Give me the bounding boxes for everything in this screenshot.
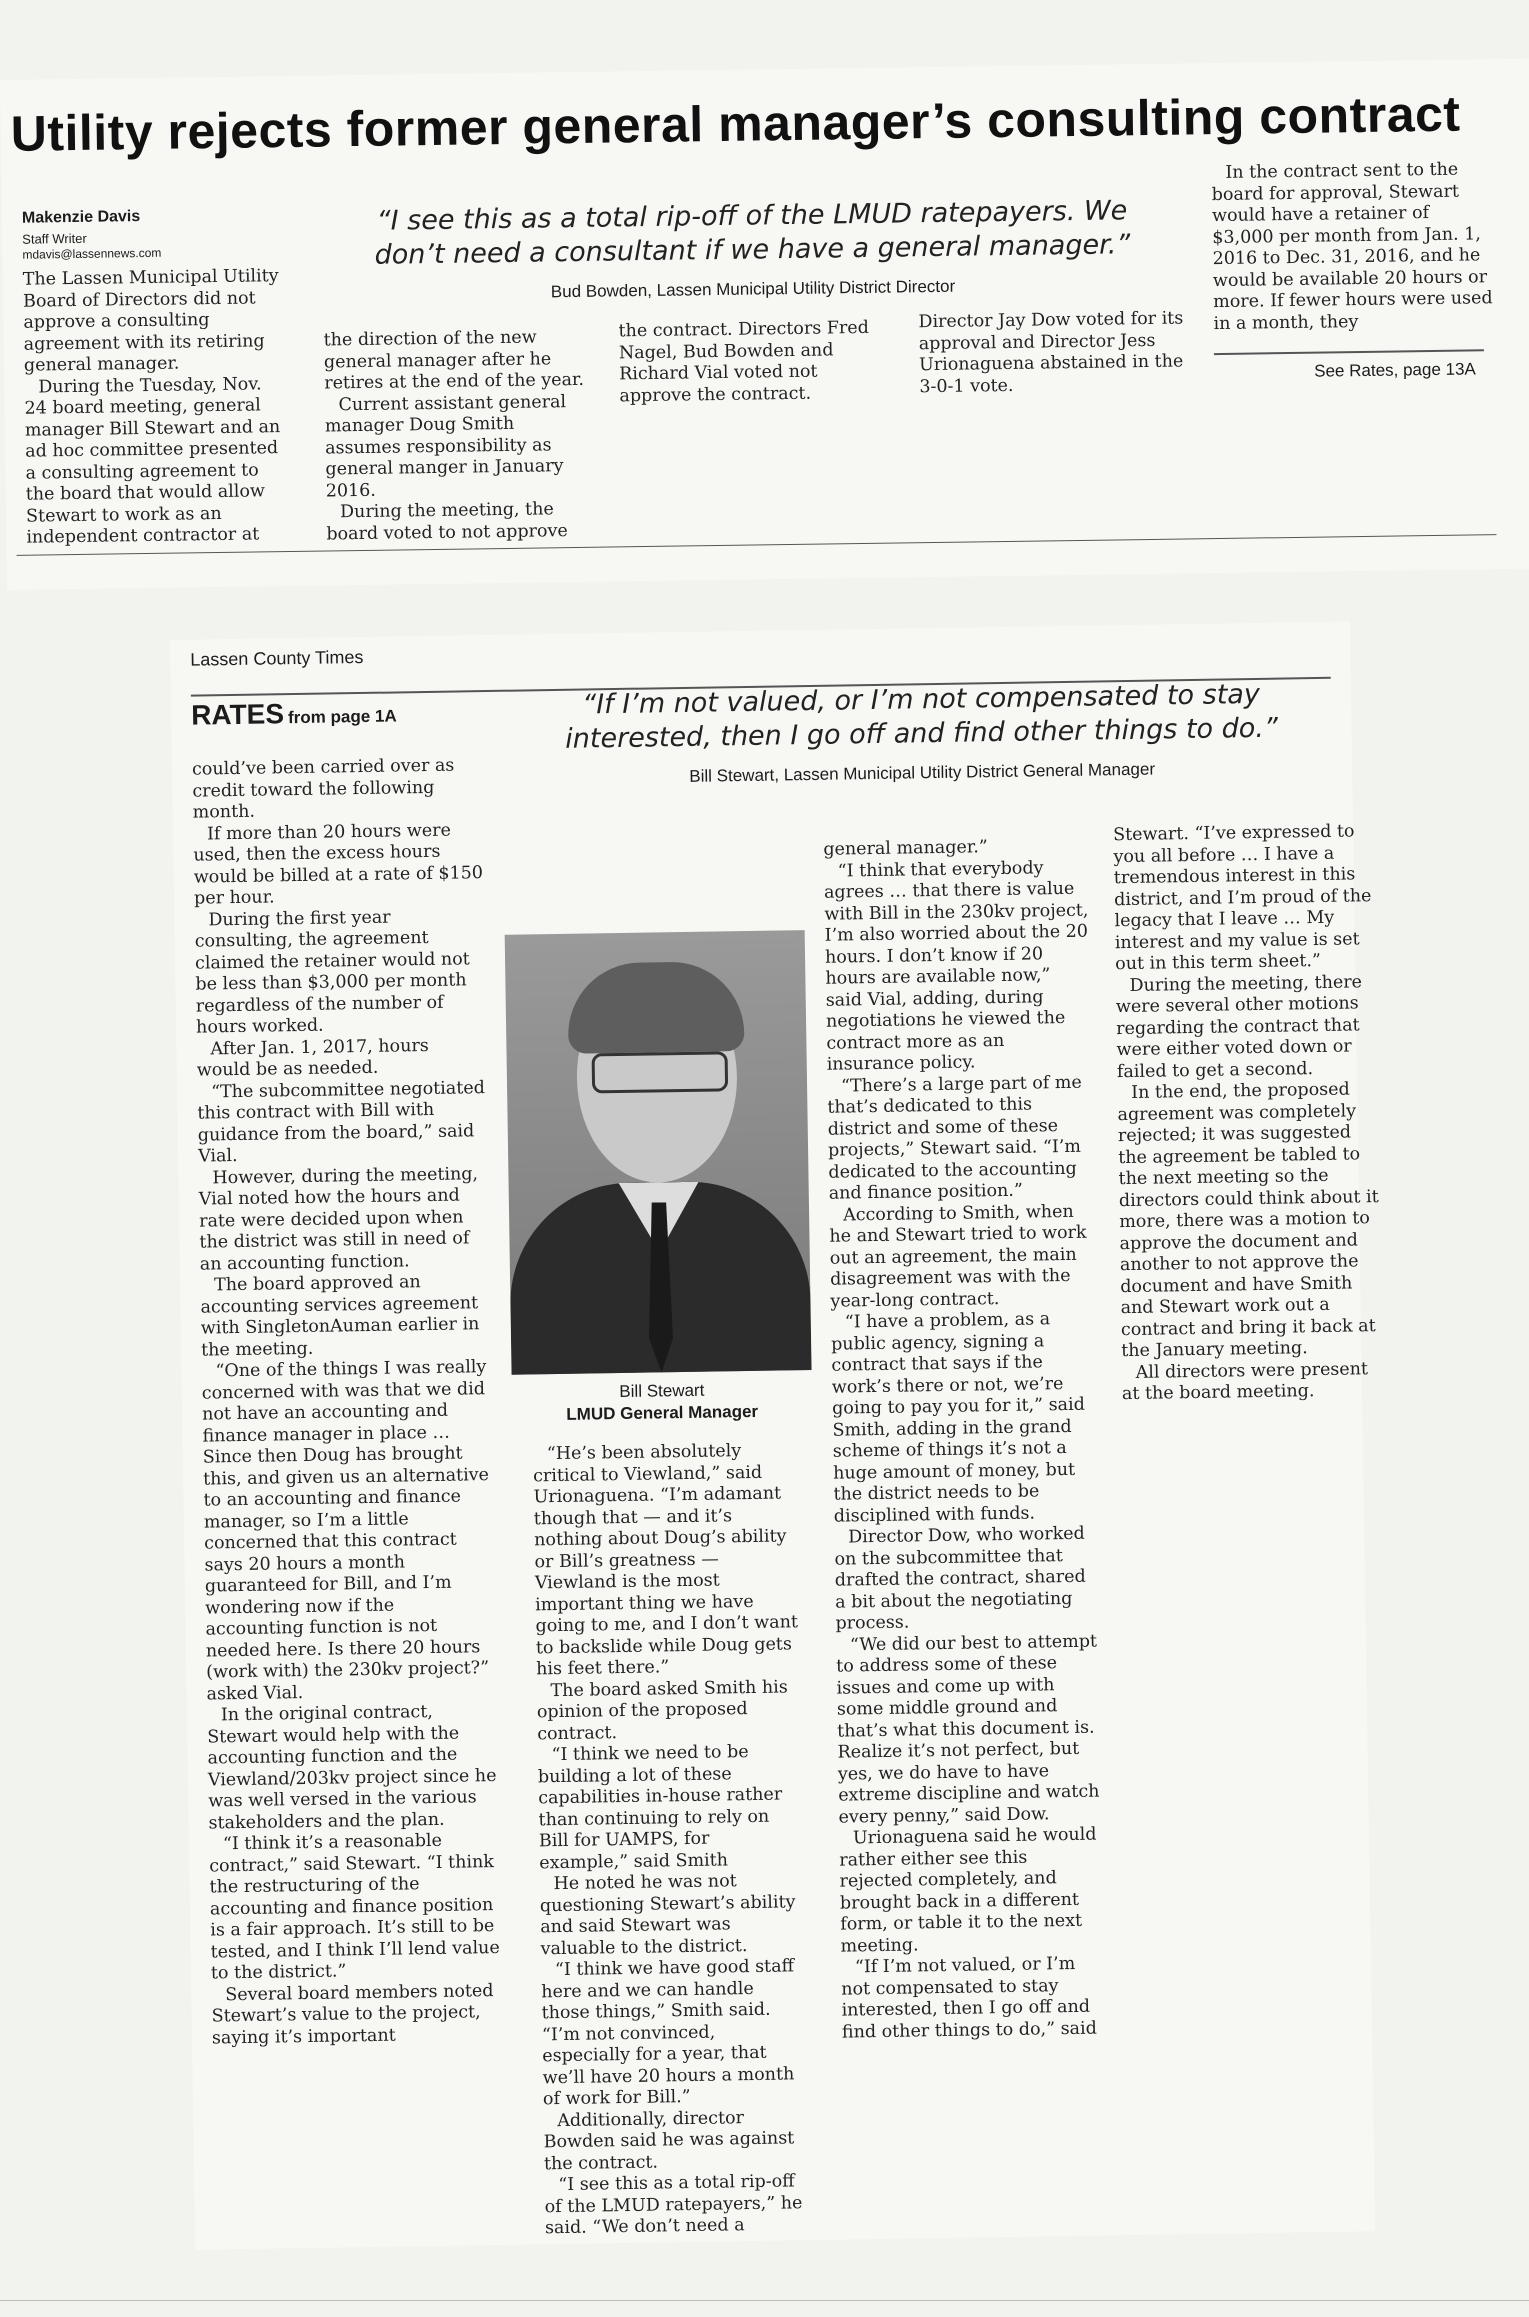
paragraph: Stewart. “I’ve expressed to you all before … I have a tremendous interest in this district, and I’m proud of the legacy that I leave … My interest and my value is set out in this term sheet.”	[1113, 821, 1372, 975]
paragraph: Director Dow, who worked on the subcommittee that drafted the contract, shared a bit about the negotiating process.	[834, 1523, 1086, 1634]
paragraph: “I have a problem, as a public agency, signing a contract that says if the work’s there or not, we’re going to pay you for it,” said Smith, adding in the grand scheme of things it’s not a huge amount of money, but the district needs to be disciplined with funds.	[830, 1309, 1085, 1527]
front-column-1	[23, 266, 287, 549]
paragraph: “If I’m not valued, or I’m not compensated to stay interested, then I go off and find other things to do,” said	[841, 1953, 1097, 2043]
front-column-5	[1211, 159, 1493, 335]
paragraph: the direction of the new general manager after he retires at the end of the year.	[323, 327, 585, 394]
paragraph: general manager.”	[823, 837, 988, 860]
paragraph: could’ve been carried over as credit toward the following month.	[191, 755, 455, 823]
jump-label-from: from page 1A	[287, 706, 397, 728]
paragraph: According to Smith, when he and Stewart tried to work out an agreement, the main disagreement was with the year-long contract.	[829, 1201, 1087, 1312]
caption-title: LMUD General Manager	[566, 1401, 759, 1424]
paragraph: The board approved an accounting services agreement with SingletonAuman earlier in the meeting.	[200, 1272, 480, 1361]
paragraph: “I think we need to be building a lot of these capabilities in-house rather than continuing to rely on Bill for UAMPS, for example,” said Smith	[537, 1742, 783, 1873]
paragraph: “There’s a large part of me that’s dedicated to this district and some of these projects,” Stewart said. “I’m dedicated to the accounting and finance position.”	[827, 1072, 1082, 1204]
pull-quote: “I see this as a total rip-off of the LMUD ratepayers. We don’t need a consultant if we have a general manager.”	[374, 195, 1131, 271]
caption-name: Bill Stewart	[619, 1380, 705, 1402]
pull-quote: “If I’m not valued, or I’m not compensated to stay interested, then I go off and find other things to do.”	[565, 678, 1279, 755]
paragraph: If more than 20 hours were used, then the excess hours would be billed at a rate of $150 per hour.	[193, 820, 484, 909]
paragraph: the contract. Directors Fred Nagel, Bud Bowden and Richard Vial voted not approve the contract.	[618, 317, 870, 406]
paragraph: “I think that everybody agrees … that there is value with Bill in the 230kv project, I’m also worried about the 20 hours. I don’t know if 20 hours are available now,” said Vial, adding, during negotiations he viewed the contract more as an insurance policy.	[823, 857, 1089, 1075]
photo-glasses	[592, 1051, 729, 1093]
paragraph: “I think we have good staff here and we can handle those things,” Smith said. “I’m not convinced, especially for a year, that we’ll have 20 hours a month of work for Bill.”	[541, 1956, 795, 2110]
jump-column-3	[823, 836, 1107, 2044]
portrait-photo	[505, 930, 812, 1375]
paragraph: After Jan. 1, 2017, hours would be as needed.	[196, 1035, 429, 1081]
continuation-clipping	[170, 621, 1379, 2249]
pull-quote-attribution: Bill Stewart, Lassen Municipal Utility District General Manager	[689, 759, 1156, 786]
front-column-2	[324, 327, 597, 546]
jump-column-2	[533, 1440, 810, 2240]
jump-column-1	[192, 755, 502, 2049]
divider	[1214, 349, 1484, 355]
jump-column-4	[1113, 821, 1382, 1406]
paragraph: In the contract sent to the board for approval, Stewart would have a retainer of $3,000 per month from Jan. 1, 2016 to Dec. 31, 2016, and he would be available 20 hours or more. If fewer hours were used in a month, they	[1211, 159, 1493, 334]
pull-quote-attribution: Bud Bowden, Lassen Municipal Utility District Director	[550, 276, 956, 302]
paragraph: In the original contract, Stewart would help with the accounting function and the Viewland/203kv project since he was well versed in the various stakeholders and the plan.	[207, 1702, 497, 1834]
publication-name: Lassen County Times	[190, 646, 364, 670]
byline-name: Makenzie Davis	[21, 208, 141, 227]
jump-label	[191, 696, 397, 731]
paragraph: Additionally, director Bowden said he was against the contract.	[543, 2107, 795, 2174]
paragraph: “We did our best to attempt to address some of these issues and come up with some middle ground and that’s what this document is. Realize it’s not perfect, but yes, we do have to have extreme discipline and watch every penny,” said Dow.	[836, 1631, 1100, 1828]
jump-label-title: RATES	[190, 698, 285, 731]
paragraph: Current assistant general manager Doug Smith assumes responsibility as general manger in January 2016.	[324, 391, 567, 501]
front-page-clipping	[0, 59, 1529, 590]
paragraph: “One of the things I was really concerned with was that we did not have an accounting and finance manager in place … Since then Doug has brought this, and given us an alternative to an accounting and finance manager, so I’m a little concerned that this contract says 20 hours a month guaranteed for Bill, and I’m wondering now if the accounting function is not needed here. Is there 20 hours (work with) the 230kv project?” asked Vial.	[201, 1357, 490, 1705]
paragraph: Urionaguena said he would rather either see this rejected completely, and brought back in a different form, or table it to the next meeting.	[839, 1824, 1097, 1957]
paragraph: He noted he was not questioning Stewart’s ability and said Stewart was valuable to the district.	[539, 1871, 796, 1959]
paragraph: All directors were present at the board meeting.	[1121, 1358, 1369, 1405]
paragraph: During the meeting, the board voted to not approve	[326, 499, 568, 544]
paragraph: However, during the meeting, Vial noted how the hours and rate were decided upon when the district was still in need of an accounting function.	[198, 1163, 479, 1275]
front-column-3	[618, 318, 879, 408]
paragraph: The Lassen Municipal Utility Board of Directors did not approve a consulting agreement with its retiring general manager.	[22, 266, 279, 376]
paragraph: The board asked Smith his opinion of the proposed contract.	[536, 1676, 788, 1744]
byline-email: mdavis@lassennews.com	[22, 245, 162, 262]
continuation-line: See Rates, page 13A	[1314, 359, 1476, 381]
page-edge	[0, 2300, 1529, 2301]
paragraph: Several board members noted Stewart’s value to the project, saying it’s important	[211, 1980, 494, 2049]
photo-caption	[512, 1378, 813, 1427]
headline: Utility rejects former general manager’s consulting contract	[10, 85, 1461, 162]
paragraph: During the meeting, there were several other motions regarding the contract that were either voted down or failed to get a second.	[1115, 971, 1363, 1082]
paragraph: “I think it’s a reasonable contract,” said Stewart. “I think the restructuring of the accounting and finance position is a fair approach. It’s still to be tested, and I think I’ll lend value to the district.”	[209, 1830, 500, 1984]
front-column-4	[918, 308, 1189, 398]
paragraph: “I see this as a total rip-off of the LMUD ratepayers,” he said. “We don’t need a	[544, 2171, 803, 2239]
photo-hair	[567, 961, 744, 1054]
paragraph: During the first year consulting, the agreement claimed the retainer would not be less than $3,000 per month regardless of the number of hours worked.	[194, 907, 470, 1038]
byline-role: Staff Writer	[22, 230, 87, 247]
paragraph: During the Tuesday, Nov. 24 board meeting, general manager Bill Stewart and an ad hoc committee presented a consulting agreement to the board that would allow Stewart to work as an independent contractor at	[24, 373, 281, 548]
paragraph: In the end, the proposed agreement was completely rejected; it was suggested the agreement be tabled to the next meeting so the directors could think about it more, there was a motion to approve the document and another to not approve the document and have Smith and Stewart work out a contract and bring it back at the January meeting.	[1117, 1079, 1379, 1362]
paragraph: Director Jay Dow voted for its approval and Director Jess Urionaguena abstained in the 3-0-1 vote.	[918, 308, 1184, 397]
paragraph: “He’s been absolutely critical to Viewland,” said Urionaguena. “I’m adamant though that — and it’s nothing about Doug’s ability or Bill’s greatness — Viewland is the most important thing we have going to me, and I don’t want to backslide while Doug gets his feet there.”	[533, 1441, 799, 1680]
paragraph: “The subcommittee negotiated this contract with Bill with guidance from the board,” said Vial.	[197, 1077, 485, 1167]
